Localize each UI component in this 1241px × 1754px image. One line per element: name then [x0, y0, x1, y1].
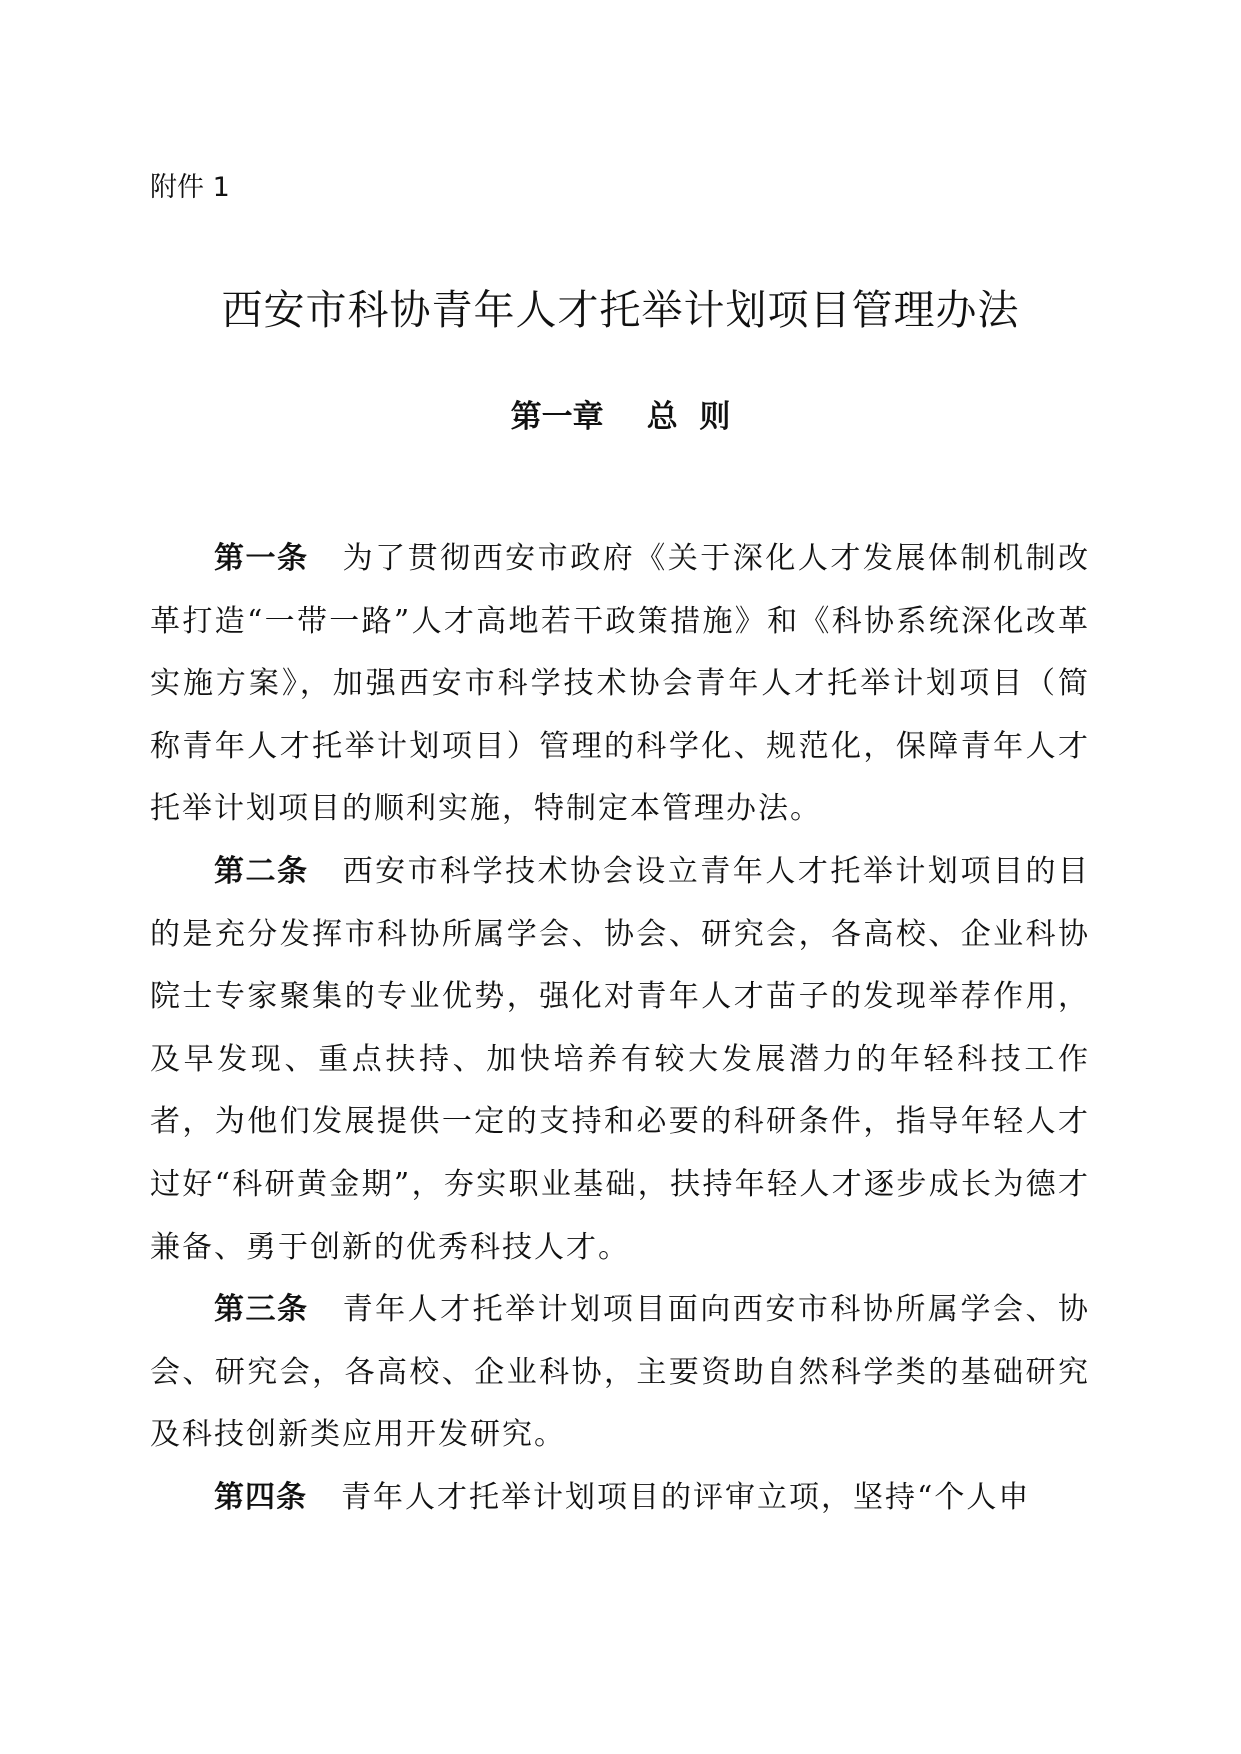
- document-title: 西安市科协青年人才托举计划项目管理办法: [221, 286, 1020, 334]
- article-4: [150, 1467, 1090, 1530]
- article-label: 第四条: [214, 1479, 307, 1515]
- article-label: 第二条: [214, 853, 309, 889]
- article-label: 第三条: [214, 1292, 309, 1328]
- article-text: 为了贯彻西安市政府《关于深化人才发展体制机制改革打造“一带一路”人才高地若干政策措施》和《科协系统深化改革实施方案》，加强西安市科学技术协会青年人才托举计划项目（简称青年人才托举计划项目）管理的科学化、规范化，保障青年人才托举计划项目的顺利实施，特制定本管理办法。: [150, 541, 1091, 827]
- attachment-label: 附件 1: [150, 172, 230, 203]
- article-text: 青年人才托举计划项目面向西安市科协所属学会、协会、研究会，各高校、企业科协，主要资助自然科学类的基础研究及科技创新类应用开发研究。: [150, 1292, 1091, 1453]
- article-1: [150, 528, 1090, 841]
- chapter-title: 第一章 总 则: [510, 399, 731, 435]
- article-text: 青年人才托举计划项目的评审立项，坚持“个人申: [341, 1479, 1031, 1515]
- article-text: 西安市科学技术协会设立青年人才托举计划项目的目的是充分发挥市科协所属学会、协会、研究会，各高校、企业科协院士专家聚集的专业优势，强化对青年人才苗子的发现举荐作用，及早发现、重点扶持、加快培养有较大发展潜力的年轻科技工作者，为他们发展提供一定的支持和必要的科研条件，指导年轻人才过好“科研黄金期”，夯实职业基础，扶持年轻人才逐步成长为德才兼备、勇于创新的优秀科技人才。: [150, 853, 1091, 1265]
- article-label: 第一条: [214, 541, 309, 576]
- article-2: [150, 841, 1090, 1279]
- article-3: [150, 1279, 1090, 1467]
- document-body: [150, 528, 1090, 1530]
